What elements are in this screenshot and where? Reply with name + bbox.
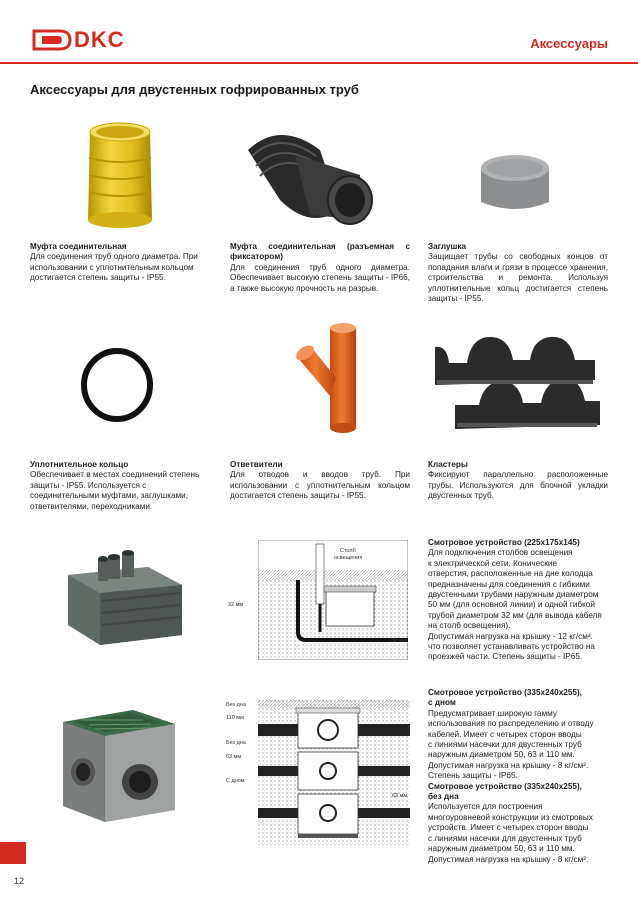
no-bottom-label-1: Без дна (226, 702, 246, 708)
inspection-large-title-2: с дном (428, 698, 456, 708)
plug-text: Защищает трубы со свободных концов от попадания влаги и грязи в процессе хранения, строительства и ремонта. Используя уплотнительные кольц достигается степень защиты - IP55. (428, 252, 608, 304)
coupling-text: Для соединения труб одного диаметра. При использовании с уплотнительным кольцом достигается степень защиты - IP55. (30, 252, 198, 283)
inspection-large-line: с линиями насечки для двустенных труб (428, 740, 582, 750)
inspection-small-line: отверстия, расположенные на дне колодца (428, 569, 593, 579)
coupling-title: Муфта соединительная (30, 242, 127, 251)
inspection-large-line: наружным диаметром 50, 63 и 110 мм. (428, 750, 575, 760)
inspection-small-line: предназначены для соединения с гибкими (428, 579, 590, 589)
seal-ring-image (78, 345, 156, 425)
inspection-small-line: проезжей части. Степень защиты - IP65. (428, 652, 583, 662)
split-coupling-image (240, 120, 380, 230)
size-63b-label: 63 мм (392, 793, 408, 799)
inspection-large-title-3: Смотровое устройство (335x240x255), (428, 781, 582, 791)
inspection-large-diagram (226, 700, 410, 845)
plug-caption (428, 242, 608, 304)
split-coupling-text: Для соединения труб одного диаметра. Обеспечивает высокую степень защиты - IP66, а также высокую прочность на разрыв. (230, 262, 410, 293)
split-coupling-title: Муфта соединительная (разъемная с фиксатором) (230, 242, 410, 262)
dkc-logo (30, 28, 148, 52)
size-110-label: 110 мм (226, 715, 244, 721)
inspection-small-line: двустенными трубами наружным диаметром (428, 590, 599, 600)
inspection-small-line: Допустимая нагрузка на крышку - 12 кг/см². (428, 631, 593, 641)
inspection-large-line: кабелей. Имеет с четырех сторон вводы (428, 729, 582, 739)
plug-image (475, 150, 555, 220)
inspection-large-title-1: Смотровое устройство (335x240x255), (428, 688, 582, 697)
inspection-large-line: устройств. Имеет с четырех сторон вводы (428, 823, 589, 833)
inspection-large-line: с линиями насечки для двустенных труб (428, 833, 582, 843)
brand-name: DKC (74, 27, 125, 52)
size-63a-label: 63 мм (226, 754, 242, 760)
header-rule (0, 62, 638, 64)
inspection-large-line: Допустимая нагрузка на крышку - 8 кг/см². (428, 760, 589, 770)
inspection-large-line: Допустимая нагрузка на крышку - 8 кг/см². (428, 854, 589, 864)
inspection-large-line: использования по распределению и отводу (428, 719, 594, 729)
inspection-small-image (58, 545, 188, 650)
pole-label-1: Столб (340, 548, 356, 554)
seal-ring-title: Уплотнительное кольцо (30, 460, 129, 469)
inspection-small-line: трубой диаметром 32 мм (для вывода кабеля (428, 610, 602, 620)
inspection-large-title-4: без дна (428, 792, 459, 802)
inspection-small-line: 50 мм (для основной линии) и одной гибкой (428, 600, 595, 610)
seal-ring-caption (30, 460, 210, 512)
inspection-large-caption (428, 688, 618, 865)
page-tab-marker (0, 842, 26, 864)
branch-image (290, 318, 370, 443)
inspection-small-line: к электрической сети. Конические (428, 558, 558, 568)
inspection-small-title: Смотровое устройство (225x175x145) (428, 538, 580, 547)
no-bottom-label-2: Без дна (226, 740, 246, 746)
clusters-image (425, 325, 605, 440)
inspection-small-line: на столб освещения). (428, 621, 511, 631)
inspection-large-image (55, 700, 180, 825)
pipe-32-label: 32 мм (228, 602, 244, 608)
plug-title: Заглушка (428, 242, 467, 251)
page-number: 12 (14, 876, 25, 886)
clusters-caption (428, 460, 608, 502)
inspection-large-line: Используется для построения (428, 802, 543, 812)
branch-text: Для отводов и вводов труб. При использовании с уплотнительным кольцом достигается степень защиты - IP55. (230, 470, 410, 501)
split-coupling-caption (230, 242, 410, 294)
inspection-small-line: Для подключения столбов освещения (428, 548, 573, 558)
branch-title: Ответвители (230, 460, 283, 469)
inspection-large-line: Степень защиты - IP65. (428, 771, 518, 781)
inspection-small-diagram (228, 540, 408, 660)
dkc-logo-icon (30, 28, 72, 52)
clusters-text: Фиксируют параллельно расположенные трубы. Используются для блочной укладки двустенных труб. (428, 470, 608, 501)
inspection-small-line: что позволяет устанавливать устройство на (428, 642, 595, 652)
inspection-large-line: многоуровневой конструкции из смотровых (428, 812, 593, 822)
section-title: Аксессуары (530, 36, 608, 51)
inspection-large-line: наружным диаметром 50, 63 и 110 мм. (428, 844, 575, 854)
page-title: Аксессуары для двустенных гофрированных труб (30, 82, 359, 97)
branch-caption (230, 460, 410, 502)
inspection-large-line: Предусматривает широкую гамму (428, 708, 557, 718)
with-bottom-label: С дном (226, 778, 245, 784)
pipe-50-label: 50 мм (391, 638, 407, 644)
clusters-title: Кластеры (428, 460, 468, 469)
coupling-image (80, 120, 160, 230)
coupling-caption (30, 242, 210, 284)
seal-ring-text: Обеспечивает в местах соединений степень защиты - IP55. Используется с соединительными муфтами, заглушками, ответвителями, переходниками. (30, 470, 200, 511)
pole-label-2: освещения (334, 555, 363, 561)
inspection-small-caption (428, 538, 618, 663)
